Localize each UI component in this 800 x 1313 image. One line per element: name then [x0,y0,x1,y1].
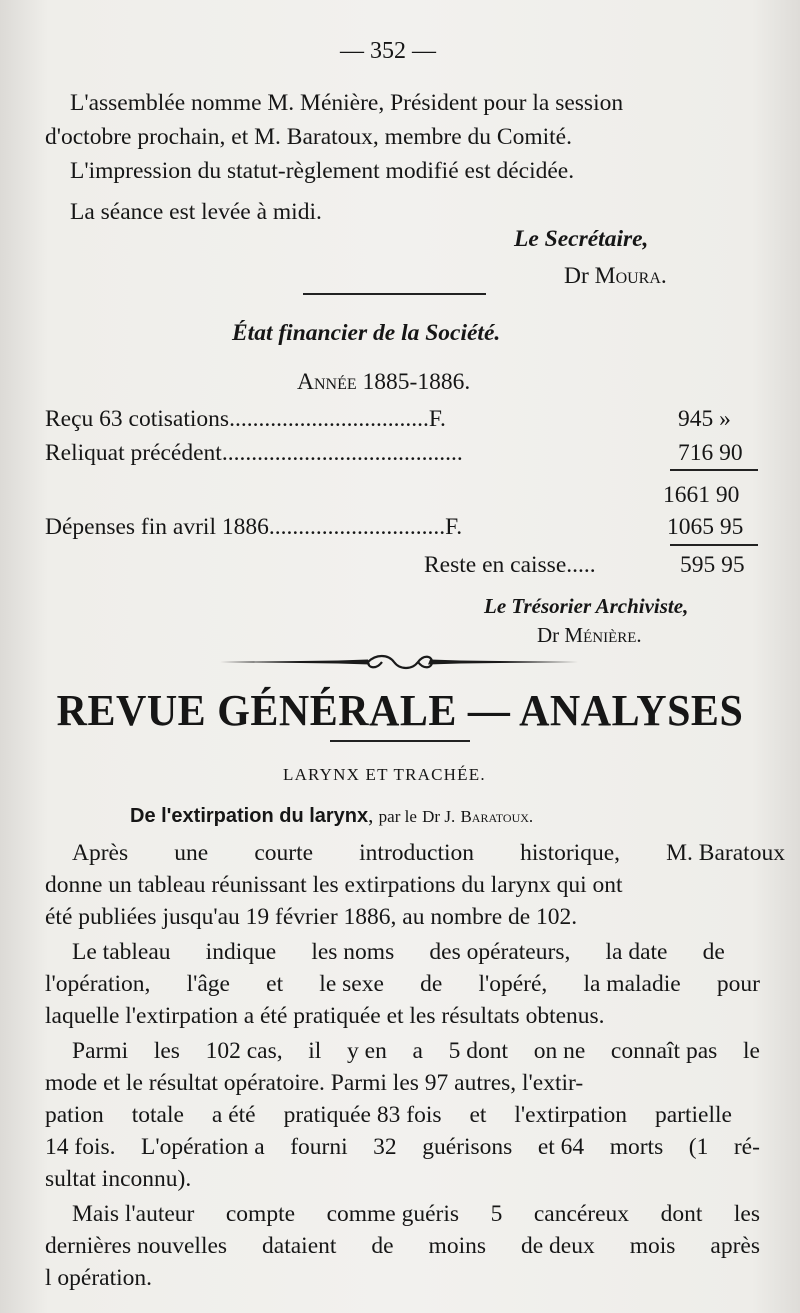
justified-line: pation totale a été pratiquée 83 fois et l'extirpation partielle [45,1102,732,1128]
body-line [45,973,760,997]
ledger-leader: .................................. [229,406,429,432]
article-heading [130,803,533,828]
justified-line: Mais l'auteur compte comme guéris 5 cancéreux dont les [72,1201,760,1227]
treasurer-surname: Ménière. [564,623,642,647]
article-by: par le [378,807,417,826]
sum-rule-1 [670,469,758,471]
body-line [72,941,760,965]
year-word: Année [297,369,357,395]
body-line [45,1104,760,1128]
minutes-line-2: d'octobre prochain, et M. Baratoux, membre du Comité. [45,124,572,150]
ledger-row-carryover [45,442,463,466]
minutes-line-1: L'assemblée nomme M. Ménière, Président pour la session [70,90,624,116]
author-prefix: Dr J. [422,807,456,826]
ledger-label: Dépenses fin avril 1886 [45,514,269,540]
section-title: REVUE GÉNÉRALE — ANALYSES [56,687,744,736]
justified-line: 14 fois. L'opération a fourni 32 guérisons et 64 morts (1 ré- [45,1134,760,1160]
treasurer-title: Le Trésorier Archiviste, [484,594,689,618]
balance-label: Reste en caisse..... [424,552,596,578]
article-title: De l'extirpation du larynx [130,805,369,827]
ledger-subtotal: 1661 90 [663,482,740,508]
article-separator: , [368,803,379,827]
ledger-label: Reliquat précédent [45,440,222,466]
ledger-row-received [45,408,446,432]
treasurer-prefix: Dr [537,623,560,647]
body-line: laquelle l'extirpation a été pratiquée et les résultats obtenus. [45,1003,605,1029]
body-line [45,1235,760,1259]
body-line [45,842,785,866]
sum-rule-2 [670,544,758,546]
author-name: Baratoux. [460,807,534,826]
justified-line: Après une courte introduction historique, M. Baratoux [72,840,785,866]
body-line [45,1136,760,1160]
ledger-label: Reçu 63 cotisations [45,406,230,432]
ledger-row-expenses [45,516,462,540]
body-line: été publiées jusqu'au 19 février 1886, au nombre de 102. [45,904,578,930]
treasurer-name [537,623,642,648]
justified-line: l'opération, l'âge et le sexe de l'opéré, la maladie pour [45,971,760,997]
minutes-line-4: La séance est levée à midi. [70,199,322,225]
ledger-unit: F. [428,406,446,432]
ledger-leader: .............................. [268,514,446,540]
body-line [72,1040,760,1064]
body-line: donne un tableau réunissant les extirpations du larynx qui ont [45,872,623,898]
ledger-leader: ......................................... [221,440,463,466]
ornament-divider [218,650,580,674]
title-underline [330,740,470,742]
ledger-amount-received: 945 » [678,406,731,432]
ledger-amount-carryover: 716 90 [678,440,743,466]
body-line: sultat inconnu). [45,1166,192,1192]
subsection-heading: LARYNX ET TRACHÉE. [283,765,486,784]
ledger-amount-expenses: 1065 95 [667,514,744,540]
body-line: l opération. [45,1265,153,1291]
financial-year [297,371,470,395]
secretary-name [564,265,667,289]
justified-line: Le tableau indique les noms des opérateurs, la date de [72,939,725,965]
balance-amount: 595 95 [680,552,745,578]
body-line: mode et le résultat opératoire. Parmi les 97 autres, l'extir- [45,1070,584,1096]
page-number: — 352 — [340,38,436,64]
secretary-prefix: Dr [564,263,589,289]
secretary-title: Le Secrétaire, [514,226,649,252]
year-range: 1885-1886. [362,369,471,395]
financial-heading: État financier de la Société. [232,320,501,346]
secretary-surname: Moura. [594,263,667,289]
ledger-unit: F. [445,514,463,540]
justified-line: Parmi les 102 cas, il y en a 5 dont on ne connaît pas le [72,1038,760,1064]
body-line [72,1203,760,1227]
minutes-line-3: L'impression du statut-règlement modifié est décidée. [70,158,575,184]
section-divider [303,293,486,295]
justified-line: dernières nouvelles dataient de moins de deux mois après [45,1233,760,1259]
